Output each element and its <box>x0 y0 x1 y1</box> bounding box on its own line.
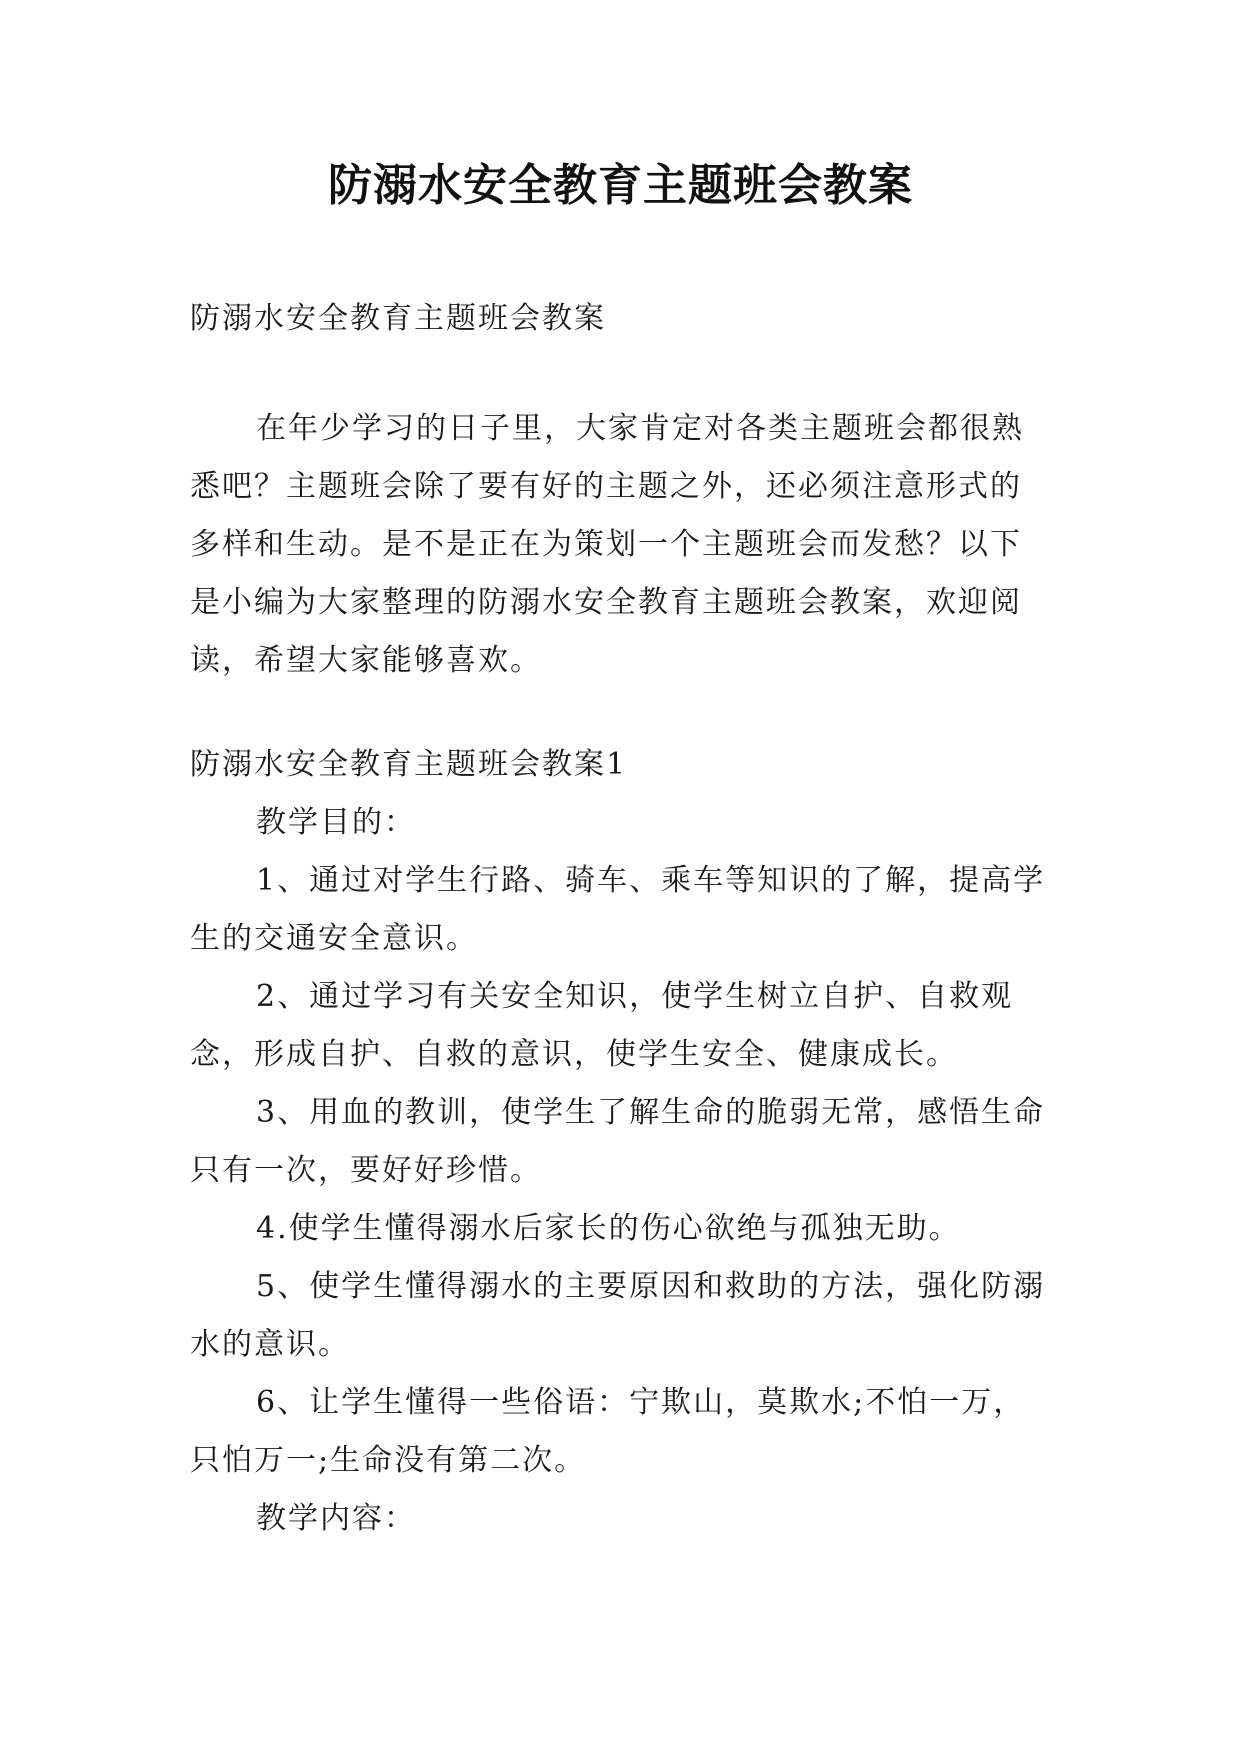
objective-item: 3、用血的教训，使学生了解生命的脆弱无常，感悟生命只有一次，要好好珍惜。 <box>190 1095 1046 1188</box>
objective-item: 6、让学生懂得一些俗语：宁欺山，莫欺水;不怕一万，只怕万一;生命没有第二次。 <box>190 1385 1026 1478</box>
document-title: 防溺水安全教育主题班会教案 <box>328 160 913 211</box>
intro-paragraph: 在年少学习的日子里，大家肯定对各类主题班会都很熟悉吧？主题班会除了要有好的主题之外，还必须注意形式的多样和生动。是不是正在为策划一个主题班会而发愁？以下是小编为大家整理的防溺水安全教育主题班会教案，欢迎阅读，希望大家能够喜欢。 <box>190 411 1024 678</box>
objective-item: 4.使学生懂得溺水后家长的伤心欲绝与孤独无助。 <box>256 1211 961 1246</box>
objectives-label: 教学目的： <box>256 805 416 840</box>
section-heading: 防溺水安全教育主题班会教案1 <box>190 747 628 782</box>
document-subtitle: 防溺水安全教育主题班会教案 <box>190 301 606 336</box>
objective-item: 2、通过学习有关安全知识，使学生树立自护、自救观念，形成自护、自救的意识，使学生安全、健康成长。 <box>190 979 1014 1072</box>
objective-item: 5、使学生懂得溺水的主要原因和救助的方法，强化防溺水的意识。 <box>190 1269 1046 1362</box>
objective-item: 1、通过对学生行路、骑车、乘车等知识的了解，提高学生的交通安全意识。 <box>190 863 1046 956</box>
content-label: 教学内容： <box>256 1501 416 1536</box>
document-body <box>190 290 1052 1548</box>
